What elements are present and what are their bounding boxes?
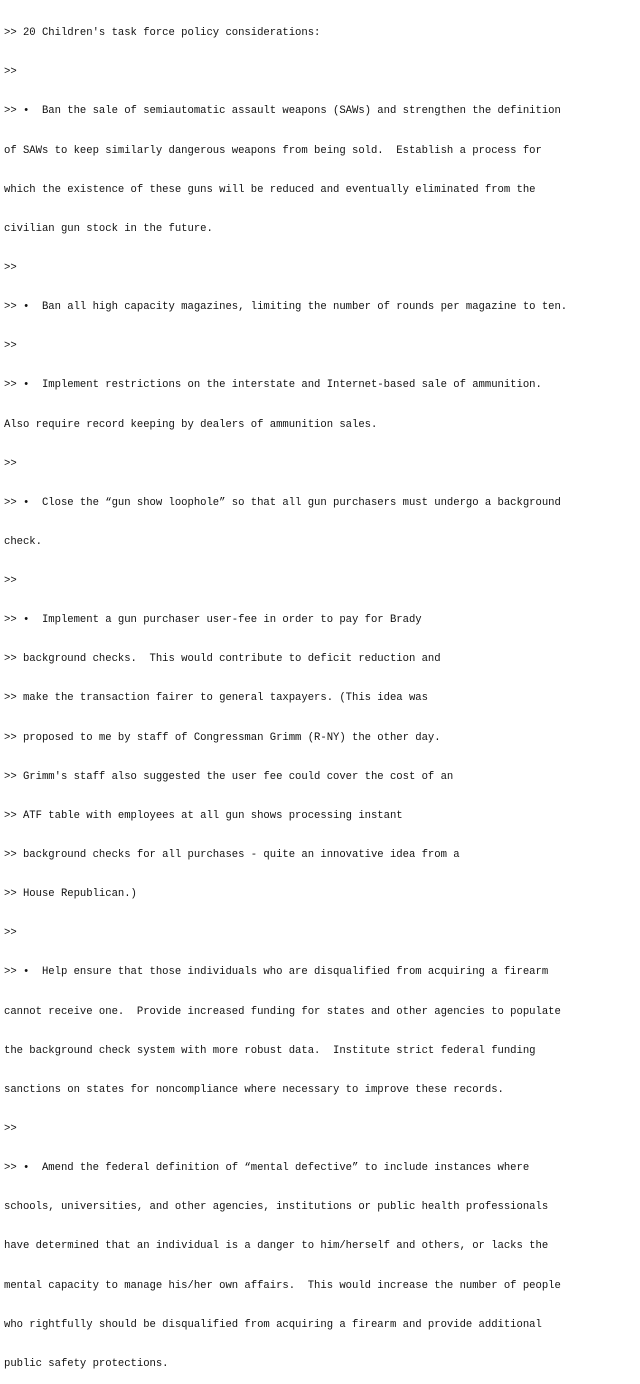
line-text: >> — [4, 457, 17, 470]
line-text: >> — [4, 1123, 17, 1136]
line-text: >> — [4, 66, 17, 79]
document-line — [4, 614, 636, 627]
document-line — [4, 888, 636, 901]
line-text: >> — [4, 575, 17, 588]
document-line — [4, 1162, 636, 1175]
document-line — [4, 1240, 636, 1253]
document-line — [4, 458, 636, 471]
line-text: >> proposed to me by staff of Congressman Grimm (R-NY) the other day. — [4, 731, 441, 744]
line-text: civilian gun stock in the future. — [4, 222, 213, 235]
document-line — [4, 653, 636, 666]
line-text: >> • Close the “gun show loophole” so that all gun purchasers must undergo a background — [4, 496, 561, 509]
document-line — [4, 1358, 636, 1371]
line-text: >> • Ban all high capacity magazines, limiting the number of rounds per magazine to ten. — [4, 301, 568, 314]
line-text: schools, universities, and other agencies, institutions or public health professionals — [4, 1201, 549, 1214]
line-text: Also require record keeping by dealers of ammunition sales. — [4, 418, 378, 431]
document-line — [4, 575, 636, 588]
document-line — [4, 1280, 636, 1293]
line-text: >> — [4, 340, 17, 353]
document-line — [4, 379, 636, 392]
line-text: >> • Ban the sale of semiautomatic assault weapons (SAWs) and strengthen the definition — [4, 105, 561, 118]
document-body — [4, 1, 636, 1384]
line-text: >> make the transaction fairer to general taxpayers. (This idea was — [4, 692, 428, 705]
line-text: >> 20 Children's task force policy considerations: — [4, 27, 321, 40]
line-text: >> ATF table with employees at all gun shows processing instant — [4, 809, 403, 822]
document-line — [4, 1123, 636, 1136]
document-line — [4, 1201, 636, 1214]
document-line — [4, 262, 636, 275]
line-text: of SAWs to keep similarly dangerous weapons from being sold. Establish a process for — [4, 144, 542, 157]
line-text: the background check system with more robust data. Institute strict federal funding — [4, 1044, 536, 1057]
document-line — [4, 732, 636, 745]
line-text: >> • Implement restrictions on the interstate and Internet-based sale of ammunition. — [4, 379, 542, 392]
line-text: >> • Amend the federal definition of “mental defective” to include instances where — [4, 1162, 530, 1175]
line-text: >> • Implement a gun purchaser user-fee in order to pay for Brady — [4, 614, 422, 627]
line-text: mental capacity to manage his/her own affairs. This would increase the number of people — [4, 1279, 561, 1292]
line-text: >> • Help ensure that those individuals who are disqualified from acquiring a firearm — [4, 966, 549, 979]
line-text: >> background checks. This would contribute to deficit reduction and — [4, 653, 441, 666]
document-line — [4, 184, 636, 197]
document-line — [4, 810, 636, 823]
line-text: check. — [4, 535, 42, 548]
document-line — [4, 27, 636, 40]
document-line — [4, 340, 636, 353]
line-text: >> background checks for all purchases - quite an innovative idea from a — [4, 849, 460, 862]
line-text: who rightfully should be disqualified from acquiring a firearm and provide additional — [4, 1318, 542, 1331]
document-line — [4, 105, 636, 118]
document-line — [4, 66, 636, 79]
document-line — [4, 223, 636, 236]
document-line — [4, 497, 636, 510]
line-text: have determined that an individual is a danger to him/herself and others, or lacks the — [4, 1240, 549, 1253]
document-line — [4, 966, 636, 979]
document-line — [4, 419, 636, 432]
document-line — [4, 145, 636, 158]
document-line — [4, 927, 636, 940]
line-text: >> House Republican.) — [4, 888, 137, 901]
line-text: which the existence of these guns will be reduced and eventually eliminated from the — [4, 183, 536, 196]
line-text: cannot receive one. Provide increased funding for states and other agencies to populate — [4, 1005, 561, 1018]
document-line — [4, 692, 636, 705]
document-line — [4, 536, 636, 549]
line-text: >> Grimm's staff also suggested the user fee could cover the cost of an — [4, 770, 454, 783]
line-text: >> — [4, 927, 17, 940]
document-line — [4, 1045, 636, 1058]
line-text: sanctions on states for noncompliance where necessary to improve these records. — [4, 1083, 504, 1096]
document-line — [4, 301, 636, 314]
line-text: public safety protections. — [4, 1357, 169, 1370]
document-line — [4, 771, 636, 784]
document-line — [4, 849, 636, 862]
document-line — [4, 1006, 636, 1019]
document-line — [4, 1319, 636, 1332]
document-line — [4, 1084, 636, 1097]
line-text: >> — [4, 261, 17, 274]
